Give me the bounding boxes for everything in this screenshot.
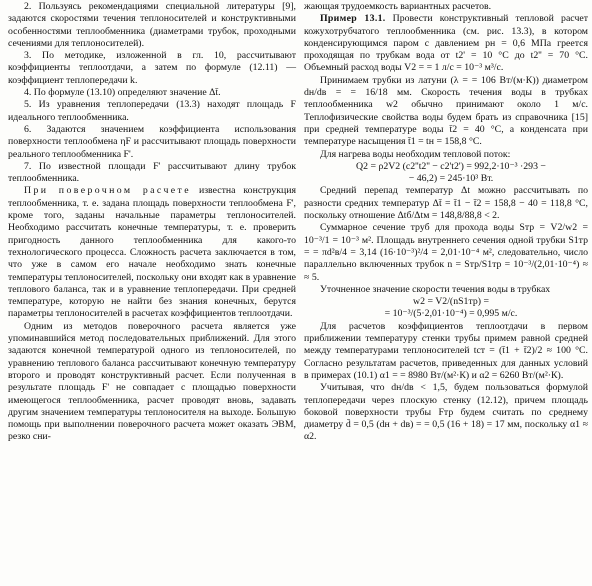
example-label: Пример 13.1. [320, 13, 386, 25]
paragraph-step-4: 4. По формуле (13.10) определяют значение Δt̄. [24, 87, 221, 99]
example-paragraph [304, 13, 588, 74]
equation-heat-flow-line-1: Q2 = ρ2V2 (c2''t2'' − c2't2') = 992,2·10⁻³ ·293 − [356, 160, 546, 172]
paragraph-verification [8, 185, 296, 320]
verification-text: известна конструкция теплообменника, т. е. задана площадь поверхности теплообмена F', кроме того, заданы начальные параметры теплоносителей. Необходимо рассчитать конечные температуры, т. е. проверить пригодность данного теплообменника для какого-то технологического процесса. Сложность расчета заключается в том, что уже в самом его начале необходимо знать конечные температуры теплоносителей, поскольку они входят как в уравнение теплового баланса, так и в уравнение теплопередачи. При средней температуре, которую не найти без знания конечных, берутся параметры теплоносителей в расчетах коэффициентов теплоотдачи. [8, 185, 296, 320]
paragraph-iteration-method: Одним из методов поверочного расчета является уже упоминавшийся метод последовательных приближений. Для этого задаются конечной температурой одного из теплоносителей, по уравнению теплового баланса рассчитывают конечную температуру второго и проводят конструктивный расчет. Если полученная в результате площадь F' не совпадает с площадью поверхности имеющегося теплообменника, расчет проводят вновь, задавать другим значением температуры теплоносителя на выходе. Большую помощь при выполнении поверочного расчета может оказать ЭВМ, резко сни- [8, 320, 296, 443]
paragraph-step-7: 7. По известной площади F' рассчитывают длину трубок теплообменника. [8, 160, 296, 185]
paragraph-step-2: 2. Пользуясь рекомендациями специальной литературы [9], задаются скоростями течения теплоносителей и конструктивными особенностями теплообменника (диаметрами трубок, проходными сечениями для теплоносителей). [8, 1, 296, 49]
spaced-lead-phrase: При поверочном расчете [24, 185, 191, 197]
equation-velocity-line-1: w2 = V2/(nS1тр) = [413, 296, 489, 308]
paragraph-flat-wall-formula: Учитывая, что dн/dв < 1,5, будем пользоваться формулой теплопередачи через плоскую стенку (12.12), причем площадь боковой поверхности трубы Fтр будем считать по среднему диаметру d̄ = 0,5 (dн + dв) = = 0,5 (16 + 18) = 17 мм, поскольку α1 ≈ α2. [304, 382, 588, 443]
right-column [304, 1, 588, 444]
paragraph-heat-flow: Для нагрева воды необходим тепловой поток: [320, 148, 511, 160]
paragraph-tube-material: Принимаем трубки из латуни (λ = = 106 Вт/(м·К)) диаметром dн/dв = = 16/18 мм. Скорость течения воды в трубках теплообменника w2 обычно принимают около 1 м/с. Теплофизические свойства воды будем брать из справочника [15] при средней температуре воды t̄2 = 40 °С, а конденсата при температуре насыщения t̄1 = tн = 158,8 °С. [304, 74, 588, 148]
equation-velocity-line-2: = 10⁻³/(5·2,01·10⁻⁴) = 0,995 м/с. [384, 308, 518, 320]
paragraph-cross-section: Суммарное сечение труб для прохода воды Sтр = V2/w2 = 10⁻³/1 = 10⁻³ м². Площадь внутреннего сечения одной трубки S1тр = = πd²в/4 = 3,14 (16·10⁻³)²/4 = 2,01·10⁻⁴ м², следовательно, число параллельно включенных трубок n = Sтр/S1тр = 10⁻³/(2,01·10⁻⁴) ≈ ≈ 5. [304, 222, 588, 283]
paragraph-step-5: 5. Из уравнения теплопередачи (13.3) находят площадь F идеального теплообменника. [8, 99, 296, 123]
paragraph-mean-temperature: Средний перепад температур Δt можно рассчитывать по разности средних температур Δt̄ = t̄1 − t̄2 = 158,8 − 40 = 118,8 °С, поскольку отношение Δtб/Δtм = 148,8/88,8 < 2. [304, 185, 588, 222]
example-text: Провести конструктивный тепловой расчет кожухотрубчатого теплообменника (см. рис. 13.3), в котором конденсирующимся паром с давлением pн = 0,6 МПа греется проходящая по трубкам вода от t2' = 10 °С до t2'' = 70 °С. Объемный расход воды V2 = = 1 л/с = 10⁻³ м³/с. [304, 13, 589, 74]
paragraph-heat-transfer-coeffs: Для расчетов коэффициентов теплоотдачи в первом приближении температуру стенки трубы примем равной средней между температурами теплоносителей tст = (t̄1 + t̄2)/2 ≈ 100 °С. Согласно результатам расчетов, приведенных для данных условий в примерах (10.1) α1 = = 8980 Вт/(м²·К) и α2 = 6260 Вт/(м²·К). [304, 320, 588, 381]
paragraph-step-3: 3. По методике, изложенной в гл. 10, рассчитывают коэффициенты теплоотдачи, а затем по формуле (12.11) — коэффициент теплопередачи k. [8, 50, 296, 86]
equation-heat-flow-line-2: − 46,2) = 245·10³ Вт. [408, 173, 494, 185]
paragraph-velocity: Уточненное значение скорости течения воды в трубках [320, 283, 551, 295]
left-column [8, 1, 296, 444]
paragraph-step-6: 6. Задаются значением коэффициента использования поверхности теплообмена ηF и рассчитывают площадь поверхности реального теплообменника F'. [8, 123, 296, 160]
paragraph-continuation: жающая трудоемкость вариантных расчетов. [304, 1, 492, 12]
